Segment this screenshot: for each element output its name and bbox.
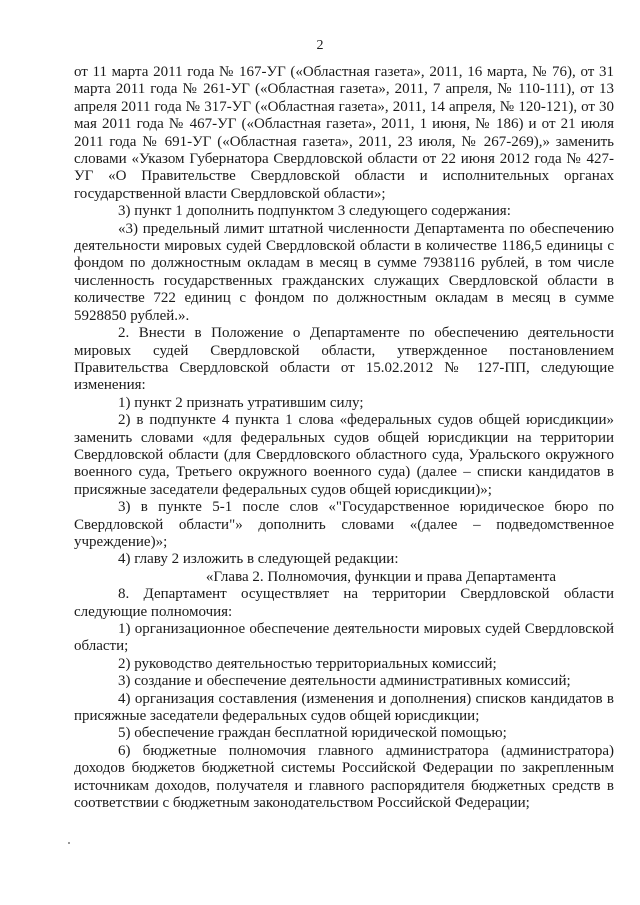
paragraph-power-5: 5) обеспечение граждан бесплатной юридической помощью; [118, 725, 507, 742]
paragraph-amend-3: 3) в пункте 5-1 после слов «"Государственное юридическое бюро по Свердловской области"» дополнить словами «(далее – подведомственное учреждение)»; [74, 499, 614, 550]
paragraph-powers-intro: 8. Департамент осуществляет на территории Свердловской области следующие полномочия: [74, 586, 614, 620]
paragraph-amendment-references: от 11 марта 2011 года № 167-УГ («Областная газета», 2011, 16 марта, № 76), от 31 марта 2011 года № 261-УГ («Областная газета», 2011, 7 апреля, № 110-111), от 13 апреля 2011 года № 317-УГ («Областная газета», 2011, 14 апреля, № 120-121), от 30 мая 2011 года № 467-УГ («Областная газета», 2011, 1 июня, № 186) и от 21 июля 2011 года № 691-УГ («Областная газета», 2011, 23 июля, № 267-269),» заменить словами «Указом Губернатора Свердловской области от 22 июня 2012 года № 427-УГ «О Правительстве Свердловской области и исполнительных органах государственной власти Свердловской области»; [74, 64, 614, 202]
paragraph-amend-1: 1) пункт 2 признать утратившим силу; [118, 394, 364, 411]
paragraph-power-1: 1) организационное обеспечение деятельности мировых судей Свердловской области; [74, 621, 614, 655]
paragraph-power-3: 3) создание и обеспечение деятельности административных комиссий; [118, 673, 571, 690]
paragraph-power-4: 4) организация составления (изменения и дополнения) списков кандидатов в присяжные заседатели федеральных судов общей юрисдикции; [74, 690, 614, 725]
document-body [74, 64, 614, 812]
paragraph-power-6: 6) бюджетные полномочия главного администратора (администратора) доходов бюджетов бюджетной системы Российской Федерации по закрепленным источникам доходов, получателя и главного распорядителя бюджетных средств в соответствии с бюджетным законодательством Российской Федерации; [74, 742, 614, 812]
paragraph-section-2-intro: 2. Внести в Положение о Департаменте по обеспечению деятельности мировых судей Свердловской области, утвержденное постановлением Правительства Свердловской области от 15.02.2012 № 127-ПП, следующие изменения: [74, 325, 614, 394]
paragraph-amend-2: 2) в подпункте 4 пункта 1 слова «федеральных судов общей юрисдикции» заменить словами «для федеральных судов общей юрисдикции на территории Свердловской области (для Свердловского областного суда, Уральского окружного военного суда, Третьего окружного военного суда) (далее – списки кандидатов в присяжные заседатели федеральных судов общей юрисдикции)»; [74, 412, 614, 498]
paragraph-staff-limit: «3) предельный лимит штатной численности Департамента по обеспечению деятельности мировых судей Свердловской области в количестве 1186,5 единицы с фондом по должностным окладам в месяц в сумме 7938116 рублей, в том числе численность государственных гражданских служащих Свердловской области в количестве 722 единиц с фондом по должностным окладам в месяц в сумме 5928850 рублей.». [74, 220, 614, 324]
page-number: 2 [316, 38, 324, 53]
scan-speck [68, 842, 70, 844]
paragraph-amend-4: 4) главу 2 изложить в следующей редакции: [118, 551, 399, 568]
paragraph-power-2: 2) руководство деятельностью территориальных комиссий; [118, 655, 497, 672]
chapter-heading: «Глава 2. Полномочия, функции и права Департамента [205, 568, 557, 585]
paragraph-item-3-intro: 3) пункт 1 дополнить подпунктом 3 следующего содержания: [118, 203, 511, 220]
